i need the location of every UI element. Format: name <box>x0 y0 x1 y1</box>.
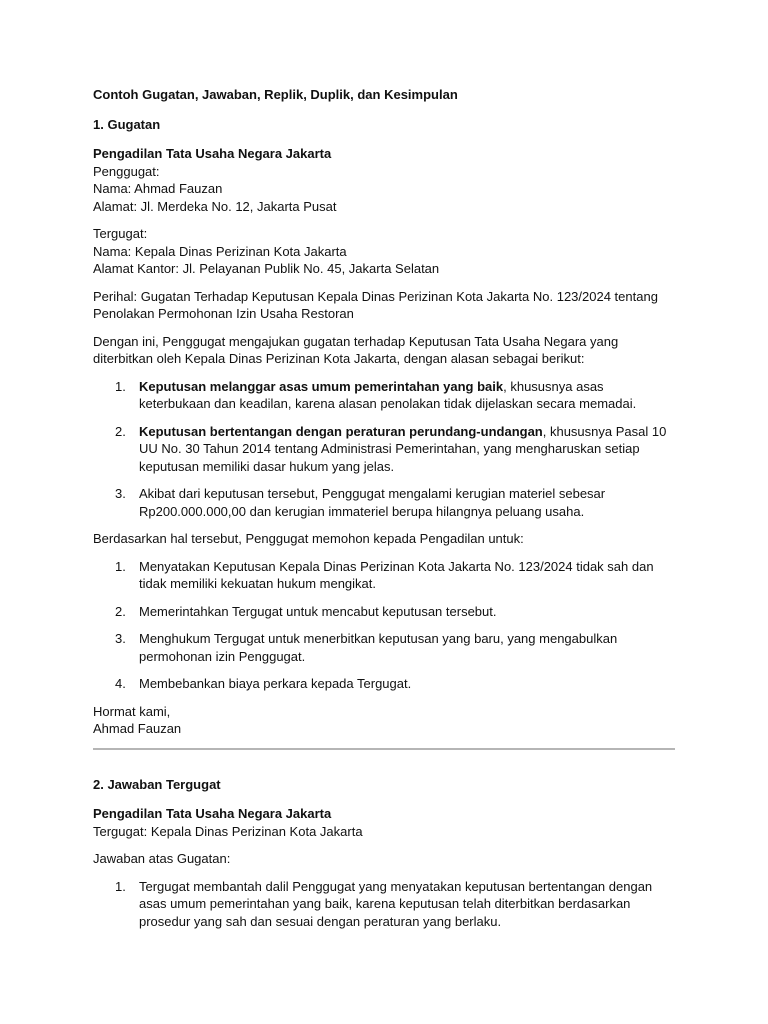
request-intro: Berdasarkan hal tersebut, Penggugat memohon kepada Pengadilan untuk: <box>93 531 524 546</box>
list-item <box>93 485 678 520</box>
reasons-list <box>93 378 678 521</box>
court-name: Pengadilan Tata Usaha Negara Jakarta <box>93 806 332 821</box>
subject-line: Perihal: Gugatan Terhadap Keputusan Kepala Dinas Perizinan Kota Jakarta No. 123/2024 tentang Penolakan Permohonan Izin Usaha Restoran <box>93 288 658 321</box>
request-text: Menyatakan Keputusan Kepala Dinas Perizinan Kota Jakarta No. 123/2024 tidak sah dan tidak memiliki kekuatan hukum mengikat. <box>139 558 654 591</box>
document-body <box>93 86 678 930</box>
list-item <box>93 558 678 593</box>
defendant-name: Nama: Kepala Dinas Perizinan Kota Jakarta <box>93 243 347 259</box>
list-item <box>93 603 678 621</box>
jawaban-intro: Jawaban atas Gugatan: <box>93 851 231 866</box>
list-item <box>93 630 678 665</box>
list-number: 3. <box>115 486 126 501</box>
list-number: 3. <box>115 631 126 646</box>
requests-list <box>93 558 678 693</box>
list-number: 2. <box>115 423 126 439</box>
list-item <box>93 878 678 931</box>
section-heading-gugatan: 1. Gugatan <box>93 116 161 132</box>
request-text: Menghukum Tergugat untuk menerbitkan keputusan yang baru, yang mengabulkan permohonan izin Penggugat. <box>139 631 618 664</box>
list-item <box>93 423 678 476</box>
list-number: 1. <box>115 558 126 574</box>
defendant-label: Tergugat: <box>93 226 148 241</box>
request-text: Membebankan biaya perkara kepada Tergugat. <box>139 676 412 691</box>
list-number: 2. <box>115 603 126 619</box>
section-divider <box>93 748 675 750</box>
list-number: 1. <box>115 878 126 894</box>
point-text: Tergugat membantah dalil Penggugat yang menyatakan keputusan bertentangan dengan asas umum pemerintahan yang baik, karena keputusan telah diterbitkan berdasarkan prosedur yang sah dan sesuai dengan peraturan yang berlaku. <box>139 878 653 929</box>
reason-text: Akibat dari keputusan tersebut, Penggugat mengalami kerugian materiel sebesar Rp200.000.000,00 dan kerugian immateriel berupa hilangnya peluang usaha. <box>139 486 606 519</box>
signature-name: Ahmad Fauzan <box>93 721 182 736</box>
gugatan-intro: Dengan ini, Penggugat mengajukan gugatan terhadap Keputusan Tata Usaha Negara yang diterbitkan oleh Kepala Dinas Perizinan Kota Jakarta, dengan alasan sebagai berikut: <box>93 333 619 366</box>
plaintiff-name: Nama: Ahmad Fauzan <box>93 181 223 196</box>
defendant-line: Tergugat: Kepala Dinas Perizinan Kota Jakarta <box>93 823 363 839</box>
document-title: Contoh Gugatan, Jawaban, Replik, Duplik, dan Kesimpulan <box>93 87 458 102</box>
defendant-address: Alamat Kantor: Jl. Pelayanan Publik No. 45, Jakarta Selatan <box>93 261 440 276</box>
reason-bold-text: Keputusan melanggar asas umum pemerintahan yang baik <box>139 378 504 394</box>
reason-bold-text: Keputusan bertentangan dengan peraturan perundang-undangan <box>139 423 543 439</box>
plaintiff-label: Penggugat: <box>93 163 160 179</box>
court-name: Pengadilan Tata Usaha Negara Jakarta <box>93 146 332 161</box>
list-item <box>93 378 678 413</box>
reason-text: , khususnya Pasal 10 UU No. 30 Tahun 2014 tentang Administrasi Pemerintahan, yang mengharuskan setiap keputusan memiliki dasar hukum yang jelas. <box>139 423 667 474</box>
jawaban-points-list <box>93 878 678 931</box>
plaintiff-address: Alamat: Jl. Merdeka No. 12, Jakarta Pusat <box>93 198 337 214</box>
list-number: 4. <box>115 676 126 691</box>
section-heading-jawaban: 2. Jawaban Tergugat <box>93 776 221 792</box>
reason-text: , khususnya asas keterbukaan dan keadilan, karena alasan penolakan tidak dijelaskan secara memadai. <box>139 378 637 411</box>
request-text: Memerintahkan Tergugat untuk mencabut keputusan tersebut. <box>139 603 497 619</box>
closing-salutation: Hormat kami, <box>93 703 171 719</box>
list-item <box>93 675 678 693</box>
list-number: 1. <box>115 378 126 394</box>
